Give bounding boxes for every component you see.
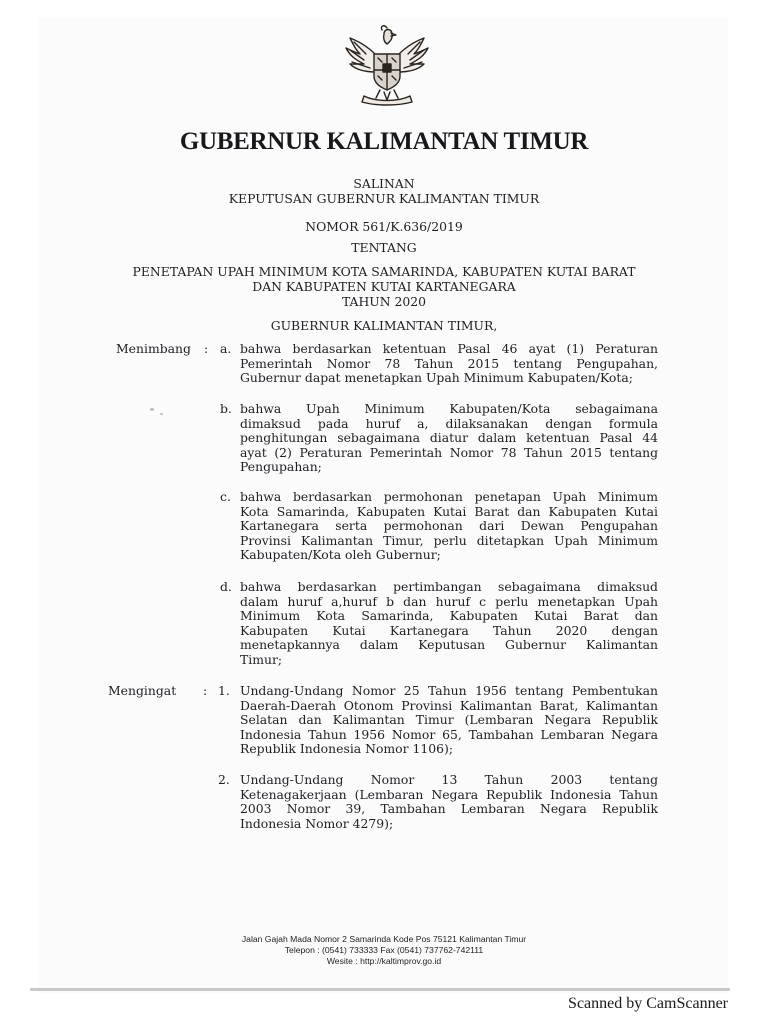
text-line: Pemerintah Nomor 78 Tahun 2015 tentang Pengupahan, [240,355,658,371]
menimbang-item-b [240,402,658,475]
menimbang-item-c [240,490,658,563]
menimbang-colon: : [204,341,209,356]
text-line: Selatan dan Kalimantan Timur (Lembaran Negara Republik [240,712,658,727]
text-line: Daerah-Daerah Otonom Provinsi Kalimantan Barat, Kalimantan [240,697,658,713]
issuer-line: GUBERNUR KALIMANTAN TIMUR, [270,318,498,333]
page-bottom-edge [30,988,730,991]
text-line: dimaksud pada huruf a, dilaksanakan dengan formula [240,415,658,431]
text-line: menetapkannya dalam Keputusan Gubernur Kalimantan [240,637,658,652]
mengingat-item-2 [240,773,658,831]
subject-line-2: DAN KABUPATEN KUTAI KARTANEGARA [252,279,516,294]
tentang-label: TENTANG [351,240,417,255]
scan-speck [160,413,163,415]
text-line: Indonesia Nomor 4279); [240,815,394,831]
menimbang-label: Menimbang [116,341,191,356]
text-line: Gubernur dapat menetapkan Upah Minimum Kabupaten/Kota; [240,370,633,385]
mengingat-colon: : [203,683,208,698]
text-line: 2003 Nomor 39, Tambahan Lembaran Negara Republik [240,801,658,816]
subject-line-3: TAHUN 2020 [341,294,427,309]
text-line: Kabupaten Kutai Kartanegara Tahun 2020 dengan [240,622,658,638]
text-line: Ketenagakerjaan (Lembaran Negara Republik Indonesia Tahun [240,786,658,802]
subject-line-1: PENETAPAN UPAH MINIMUM KOTA SAMARINDA, KABUPATEN KUTAI BARAT [132,264,636,279]
text-line: dalam huruf a,huruf b dan huruf c perlu menetapkan Upah [240,593,658,609]
item-mark-c: c. [220,489,231,504]
item-mark-b: b. [220,401,232,416]
text-line: Undang-Undang Nomor 13 Tahun 2003 tentang [240,772,658,787]
text-line: Provinsi Kalimantan Timur, perlu ditetapkan Upah Minimum [240,532,658,548]
text-line: Kabupaten/Kota oleh Gubernur; [240,547,441,562]
text-line: Timur; [240,651,283,667]
text-line: Republik Indonesia Nomor 1106); [240,741,454,756]
text-line: bahwa berdasarkan pertimbangan sebagaimana dimaksud [240,579,658,594]
menimbang-item-d [240,580,658,667]
text-line: bahwa berdasarkan permohonan penetapan Upah Minimum [240,489,658,504]
text-line: Indonesia Tahun 1956 Nomor 65, Tambahan Lembaran Negara [240,726,658,742]
scan-speck [150,408,154,411]
text-line: Kota Samarinda, Kabupaten Kutai Barat dan Kabupaten Kutai [240,503,658,519]
footer-website: Wesite : http://kaltimprov.go.id [326,956,442,966]
camscanner-watermark: Scanned by CamScanner [568,995,728,1012]
text-line: bahwa Upah Minimum Kabupaten/Kota sebagaimana [240,401,658,416]
text-line: Pengupahan; [240,459,322,474]
text-line: Undang-Undang Nomor 25 Tahun 1956 tentang Pembentukan [240,683,658,698]
footer-phone: Telepon : (0541) 733333 Fax (0541) 737762-742111 [284,945,484,955]
mengingat-item-1 [240,684,658,757]
garuda-emblem-icon [340,24,434,106]
item-mark-d: d. [220,579,232,594]
salinan-label: SALINAN [353,176,415,191]
decree-number: NOMOR 561/K.636/2019 [305,219,463,234]
mengingat-label: Mengingat [108,683,177,698]
governor-title: GUBERNUR KALIMANTAN TIMUR [179,128,589,155]
menimbang-item-a [240,342,658,386]
text-line: ayat (2) Peraturan Pemerintah Nomor 78 Tahun 2015 tentang [240,444,658,460]
text-line: penghitungan sebagaimana diatur dalam ketentuan Pasal 44 [240,430,658,445]
item-mark-1: 1. [218,683,230,698]
decree-title: KEPUTUSAN GUBERNUR KALIMANTAN TIMUR [228,191,540,206]
text-line: Kartanegara serta permohonan dari Dewan Pengupahan [240,518,658,533]
text-line: bahwa berdasarkan ketentuan Pasal 46 ayat (1) Peraturan [240,341,658,356]
text-line: Minimum Kota Samarinda, Kabupaten Kutai Barat dan [240,608,658,623]
item-mark-a: a. [220,341,232,356]
item-mark-2: 2. [218,772,230,787]
footer-address: Jalan Gajah Mada Nomor 2 Samarinda Kode Pos 75121 Kalimantan Timur [241,934,527,944]
